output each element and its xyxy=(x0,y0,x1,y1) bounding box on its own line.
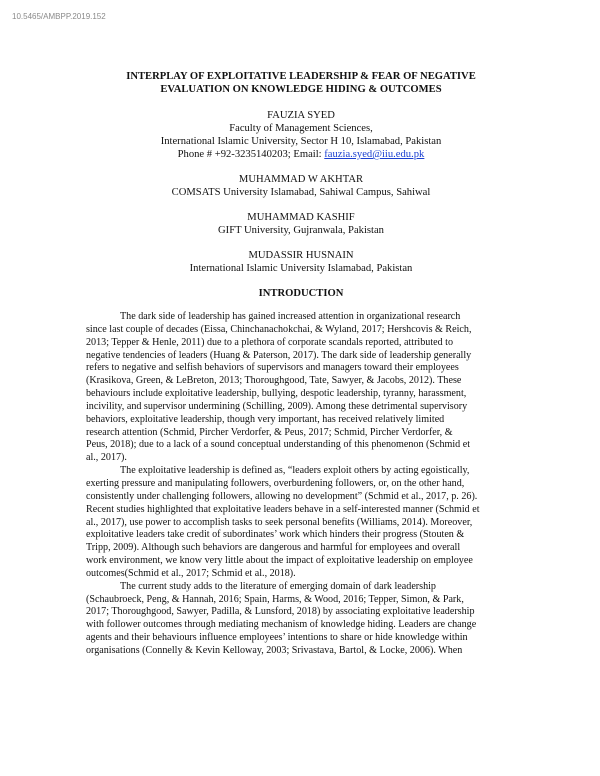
paragraph-line: al., 2017). xyxy=(86,452,127,464)
body-paragraph xyxy=(86,311,516,465)
author-affiliation: COMSATS University Islamabad, Sahiwal Campus, Sahiwal xyxy=(171,187,431,198)
author-name: MUHAMMAD W AKHTAR xyxy=(238,174,364,185)
author-block-2 xyxy=(86,173,516,199)
paragraph-line: outcomes(Schmid et al., 2017; Schmid et al., 2018). xyxy=(86,567,296,579)
paragraph-line: (Schaubroeck, Peng, & Hannah, 2016; Spain, Harms, & Wood, 2016; Tepper, Simon, & Park, xyxy=(86,593,464,605)
title-line-1: INTERPLAY OF EXPLOITATIVE LEADERSHIP & FEAR OF NEGATIVE xyxy=(126,71,476,82)
paragraph-line: Peus, 2018); due to a lack of a sound conceptual understanding of this phenomenon (Schmid et xyxy=(86,439,471,451)
author-block-1 xyxy=(86,109,516,161)
author-name: MUHAMMAD KASHIF xyxy=(247,212,355,223)
paragraph-line: work environment, we know very little about the impact of exploitative leadership on employee xyxy=(86,555,473,567)
paper-page xyxy=(86,70,516,658)
paper-title xyxy=(86,70,516,96)
body-text xyxy=(86,311,516,658)
author-name: MUDASSIR HUSNAIN xyxy=(248,250,354,261)
paragraph-line: research attention (Schmid, Pircher Verdorfer, & Peus, 2017; Schmid, Pircher Verdorfer, & xyxy=(86,426,453,438)
paragraph-line: consistently under challenging followers, allowing no development” (Schmid et al., 2017, p. 26). xyxy=(86,490,478,502)
author-affiliation: International Islamic University Islamabad, Pakistan xyxy=(189,263,413,274)
paragraph-line: negative tendencies of leaders (Huang & Paterson, 2017). The dark side of leadership generally xyxy=(86,349,472,361)
paragraph-line: al., 2017), use power to accomplish tasks to seek personal benefits (Williams, 2014). Moreover, xyxy=(86,516,473,528)
paragraph-line: 2013; Tepper & Henle, 2011) due to a plethora of corporate scandals reported, attributed to xyxy=(86,336,454,348)
paragraph-line: 2017; Thoroughgood, Sawyer, Padilla, & Lunsford, 2018) by associating exploitative leadership xyxy=(86,606,475,618)
paragraph-line: behaviours include exploitative leadership, bullying, despotic leadership, tyranny, harassment, xyxy=(86,388,467,400)
paragraph-line: (Krasikova, Green, & LeBreton, 2013; Thoroughgood, Tate, Sawyer, & Jacobs, 2012). These xyxy=(86,375,462,387)
paragraph-line: Tripp, 2009). Although such behaviors are dangerous and harmful for employees and overall xyxy=(86,542,461,554)
paragraph-line: agents and their behaviours influence employees’ intentions to share or hide knowledge within xyxy=(86,632,468,644)
paragraph-line: refers to negative and selfish behaviors of supervisors and managers toward their employees xyxy=(86,362,459,374)
paragraph-line: The current study adds to the literature of emerging domain of dark leadership xyxy=(120,580,436,592)
body-paragraph xyxy=(86,581,516,658)
paragraph-line: organisations (Connelly & Kevin Kelloway, 2003; Srivastava, Bartol, & Locke, 2006). When xyxy=(86,644,463,656)
paragraph-line: incivility, and supervisor undermining (Schilling, 2009). Among these detrimental supervisory xyxy=(86,400,468,412)
phone-email-text: Phone # +92-3235140203; Email: xyxy=(177,149,325,160)
introduction-heading: INTRODUCTION xyxy=(258,288,344,299)
author-affiliation: International Islamic University, Sector H 10, Islamabad, Pakistan xyxy=(160,136,442,147)
body-paragraph xyxy=(86,465,516,581)
paragraph-line: behaviors, exploitative leadership, though very important, has received relatively limited xyxy=(86,413,445,425)
author-name: FAUZIA SYED xyxy=(267,110,335,121)
paragraph-line: since last couple of decades (Eissa, Chinchanachokchai, & Wyland, 2017; Hershcovis & Reich, xyxy=(86,323,472,335)
paragraph-line: exploitative leaders take credit of subordinates’ work which hinders their progress (Stouten & xyxy=(86,529,465,541)
author-affiliation: GIFT University, Gujranwala, Pakistan xyxy=(218,225,384,236)
author-block-3 xyxy=(86,211,516,237)
title-line-2: EVALUATION ON KNOWLEDGE HIDING & OUTCOMES xyxy=(160,84,442,95)
email-link[interactable]: fauzia.syed@iiu.edu.pk xyxy=(324,149,425,160)
doi-header: 10.5465/AMBPP.2019.152 xyxy=(12,12,106,21)
author-contact xyxy=(86,148,516,161)
author-affiliation: Faculty of Management Sciences, xyxy=(229,123,373,134)
paragraph-line: exerting pressure and manipulating followers, overburdening followers, or, on the other hand, xyxy=(86,477,465,489)
paragraph-line: with follower outcomes through mediating mechanism of knowledge hiding. Leaders are change xyxy=(86,619,477,631)
paragraph-line: The dark side of leadership has gained increased attention in organizational research xyxy=(120,311,461,322)
author-block-4 xyxy=(86,249,516,275)
paragraph-line: Recent studies highlighted that exploitative leaders behave in a self-interested manner (Schmid et xyxy=(86,503,480,515)
paragraph-line: The exploitative leadership is defined as, “leaders exploit others by acting egoistically, xyxy=(120,465,470,477)
